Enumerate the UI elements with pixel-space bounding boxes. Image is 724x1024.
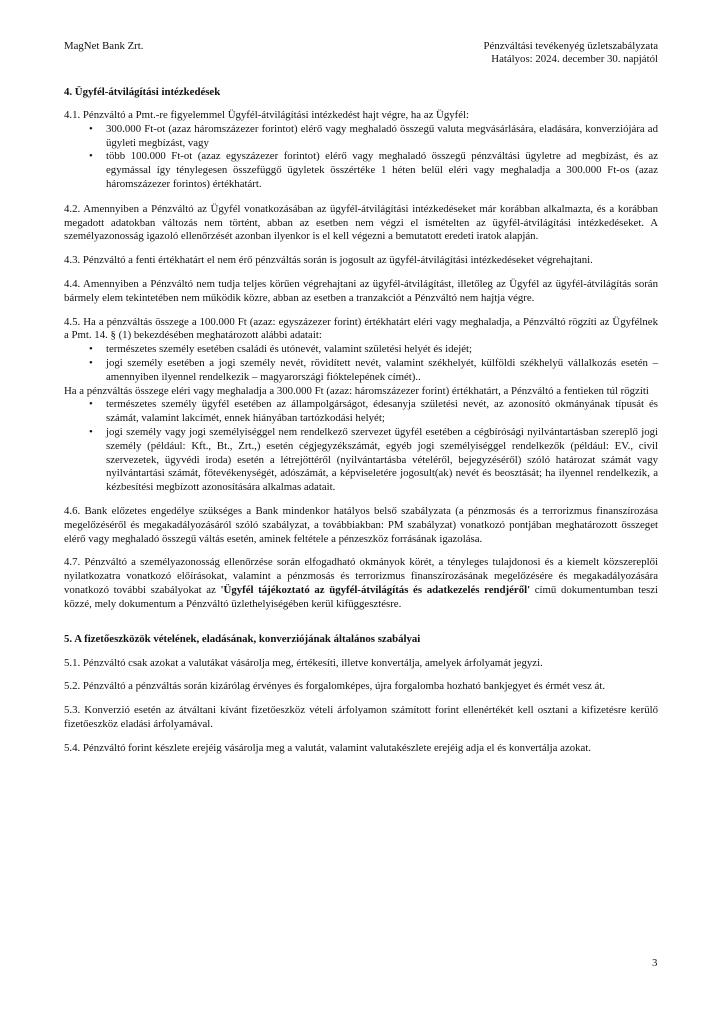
list-4-1: [64, 123, 658, 192]
paragraph-5-4: 5.4. Pénzváltó forint készlete erejéig vásárolja meg a valutát, valamint valutakészlete erejéig adja el és konvertálja azokat.: [64, 741, 592, 754]
list-item: • 300.000 Ft-ot (azaz háromszázezer forintot) elérő vagy meghaladó összegű valuta megvásárlására, eladására, konverziójára ad ügyleti megbízást, vagy: [64, 123, 658, 151]
header-bank-name: MagNet Bank Zrt.: [64, 40, 144, 52]
list-item: • természetes személy esetében családi és utónevét, valamint születési helyét és idejét;: [64, 343, 658, 357]
section-4-title: 4. Ügyfél-átvilágítási intézkedések: [64, 86, 221, 98]
page-number: 3: [652, 957, 658, 969]
paragraph-5-2: 5.2. Pénzváltó a pénzváltás során kizárólag érvényes és forgalomképes, újra forgalomba hozható bankjegyet és érmét vesz át.: [64, 680, 606, 693]
paragraph-4-4: 4.4. Amennyiben a Pénzváltó nem tudja teljes körűen végrehajtani az ügyfél-átvilágítást, illetőleg az Ügyfél az ügyfél-átvilágítás során bármely elem tekintetében nem működik közre, abban az esetben a tranzakciót a Pénzváltó nem hajtja végre.: [64, 277, 658, 304]
page-header: [64, 40, 658, 66]
list-item: • jogi személy vagy jogi személyiséggel nem rendelkező szervezet ügyfél esetében a cégbírósági nyilvántartásban szereplő jogi személy (például: Kft., Bt., Zrt.,) esetén cégjegyzékszámát, egyéb jogi személyiséggel rendelkezők (például: EV., civil szervezetek, ügyvédi iroda) esetén a létrejöttéről (nyilvántartásba vételéről, bejegyzéséről) szóló határozat számát vagy nyilvántartási számát, főtevékenységét, adószámát, a képviseletére jogosult(ak) nevét és beosztását; ha ilyennel rendelkezik, a kézbesítési megbízott azonosítására alkalmas adatait.: [64, 426, 658, 495]
list-item: • természetes személy ügyfél esetében az állampolgárságot, édesanyja születési nevét, az azonosító okmányának típusát és számát, valamint lakcímét, ennek hiányában tartózkodási helyét;: [64, 398, 658, 426]
paragraph-5-3: 5.3. Konverzió esetén az átváltani kívánt fizetőeszköz vételi árfolyamon számított forint ellenértékét kell osztani a kifizetésre kerülő fizetőeszköz eladási árfolyamával.: [64, 704, 658, 730]
header-document-title: Pénzváltási tevékenyég üzletszabályzata: [483, 40, 658, 52]
list-4-5-b: [64, 398, 658, 495]
paragraph-4-7-document-title: 'Ügyfél tájékoztató az ügyfél-átvilágítás és adatkezelés rendjéről': [220, 583, 531, 596]
paragraph-4-7: [64, 556, 658, 611]
paragraph-4-3: 4.3. Pénzváltó a fenti értékhatárt el nem érő pénzváltás során is jogosult az ügyfél-átvilágítási intézkedéseket végrehajtani.: [64, 254, 593, 267]
paragraph-4-5-continued: Ha a pénzváltás összege eléri vagy meghaladja a 300.000 Ft (azaz: háromszázezer forint) értékhatárt, a Pénzváltó a fentieken túl rögzíti: [64, 384, 649, 397]
list-item: • jogi személy esetében a jogi személy nevét, rövidített nevét, valamint székhelyét, külföldi székhelyű vállalkozás esetén – amennyiben ilyennel rendelkezik – magyarországi fióktelepének címét)..: [64, 357, 658, 385]
paragraph-5-1: 5.1. Pénzváltó csak azokat a valutákat vásárolja meg, értékesíti, illetve konvertálja, amelyek árfolyamát jegyzi.: [64, 656, 543, 669]
header-effective-date: Hatályos: 2024. december 30. napjától: [491, 53, 658, 65]
paragraph-4-1: 4.1. Pénzváltó a Pmt.-re figyelemmel Ügyfél-átvilágítási intézkedést hajt végre, ha az Ügyfél:: [64, 109, 470, 121]
document-page: [64, 40, 658, 755]
list-item: • több 100.000 Ft-ot (azaz egyszázezer forintot) elérő vagy meghaladó összegű pénzváltási ügyletre ad megbízást, és az egymással így ténylegesen összefüggő ügyletek összértéke 1 héten belül eléri vagy meghaladja a 300.000 Ft-os (azaz háromszázezer forintos) értékhatárt.: [64, 150, 658, 191]
paragraph-4-7-text-b: című dokumentumban teszi közzé, mely dokumentum a Pénzváltó üzlethelyiségében kerül kifüggesztésre.: [64, 583, 658, 610]
paragraph-4-2: 4.2. Amennyiben a Pénzváltó az Ügyfél vonatkozásában az ügyfél-átvilágítási intézkedéseket már korábban alkalmazta, és a korábban megadott adatokban változás nem történt, abban az esetben nem végzi el ismételten az ügyfél-átvilágítási intézkedéseket. A személyazonosság igazoló ellenőrzését azonban ilyenkor is el kell végezni a bemutatott eredeti iratok alapján.: [64, 202, 658, 243]
header-right: [484, 40, 658, 66]
paragraph-4-7-text-a: 4.7. Pénzváltó a személyazonosság ellenőrzése során elfogadható okmányok körét, a tényleges tulajdonosi és a kiemelt közszereplői nyilatkozatra vonatkozó előírásokat, valamint a pénzmosás és terrorizmus finanszírozásának megelőzésére és megakadályozására vonatkozó további szabályokat az: [64, 556, 658, 596]
section-5-title: 5. A fizetőeszközök vételének, eladásának, konverziójának általános szabályai: [64, 632, 421, 645]
list-4-5-a: [64, 343, 658, 384]
paragraph-4-6: 4.6. Bank előzetes engedélye szükséges a Bank mindenkor hatályos belső szabályzata (a pénzmosás és a terrorizmus finanszírozása megelőzéséről és megakadályozásáról szóló szabályzat, a továbbiakban: PM szabályzat) vonatkozó pontjában meghatározott összeget elérő vagy meghaladó összegű váltás esetén, aminek feltétele a pénzeszköz forrásának igazolása.: [64, 504, 658, 545]
paragraph-4-5: 4.5. Ha a pénzváltás összege a 100.000 Ft (azaz: egyszázezer forint) értékhatárt eléri vagy meghaladja, a Pénzváltó rögzíti az Ügyfélnek a Pmt. 14. § (1) bekezdésében meghatározott alábbi adatait:: [64, 315, 658, 342]
